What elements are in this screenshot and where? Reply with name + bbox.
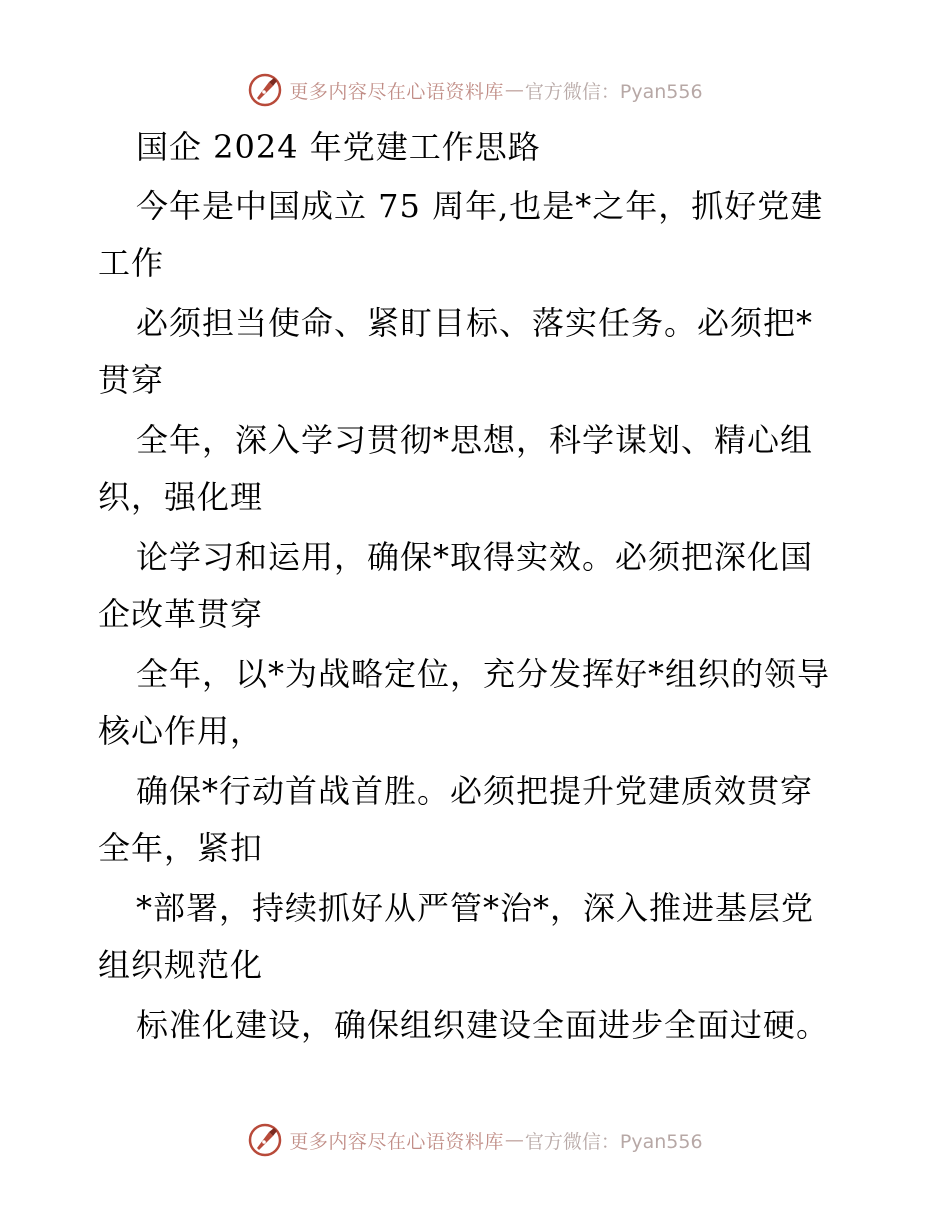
paragraph-line: 工作 [98,244,165,282]
paragraph-line: 确保*行动首战首胜。必须把提升党建质效贯穿 [136,772,814,810]
watermark-contact: 官方微信：Pyan556 [524,80,703,103]
paragraph-line: 企改革贯穿 [98,595,264,633]
paragraph-line: 全年，以*为战略定位，充分发挥好*组织的领导 [136,655,831,693]
paragraph-line: 组织规范化 [98,946,264,984]
pen-nib-logo-icon [247,1122,283,1158]
paragraph-line: *部署，持续抓好从严管*治*，深入推进基层党 [136,889,815,927]
watermark-text: 更多内容尽在心语资料库 [289,1130,504,1153]
pen-nib-logo-icon [247,72,283,108]
header-watermark [0,70,950,110]
paragraph-line: 核心作用， [98,712,264,750]
paragraph-line: 贯穿 [98,361,165,399]
paragraph-line: 全年，深入学习贯彻*思想，科学谋划、精心组 [136,421,814,459]
paragraph-line: 全年，紧扣 [98,829,264,867]
watermark-separator: — [504,79,524,101]
paragraph-line: 织，强化理 [98,478,264,516]
paragraph-line: 今年是中国成立 75 周年,也是*之年，抓好党建 [136,187,824,225]
paragraph-line: 论学习和运用，确保*取得实效。必须把深化国 [136,538,814,576]
document-title: 国企 2024 年党建工作思路 [136,128,541,166]
paragraph-line: 必须担当使命、紧盯目标、落实任务。必须把* [136,304,814,342]
paragraph-line: 标准化建设，确保组织建设全面进步全面过硬。 [136,1006,830,1044]
footer-watermark [0,1120,950,1160]
watermark-text: 更多内容尽在心语资料库 [289,80,504,103]
watermark-contact: 官方微信：Pyan556 [524,1130,703,1153]
watermark-separator: — [504,1129,524,1151]
